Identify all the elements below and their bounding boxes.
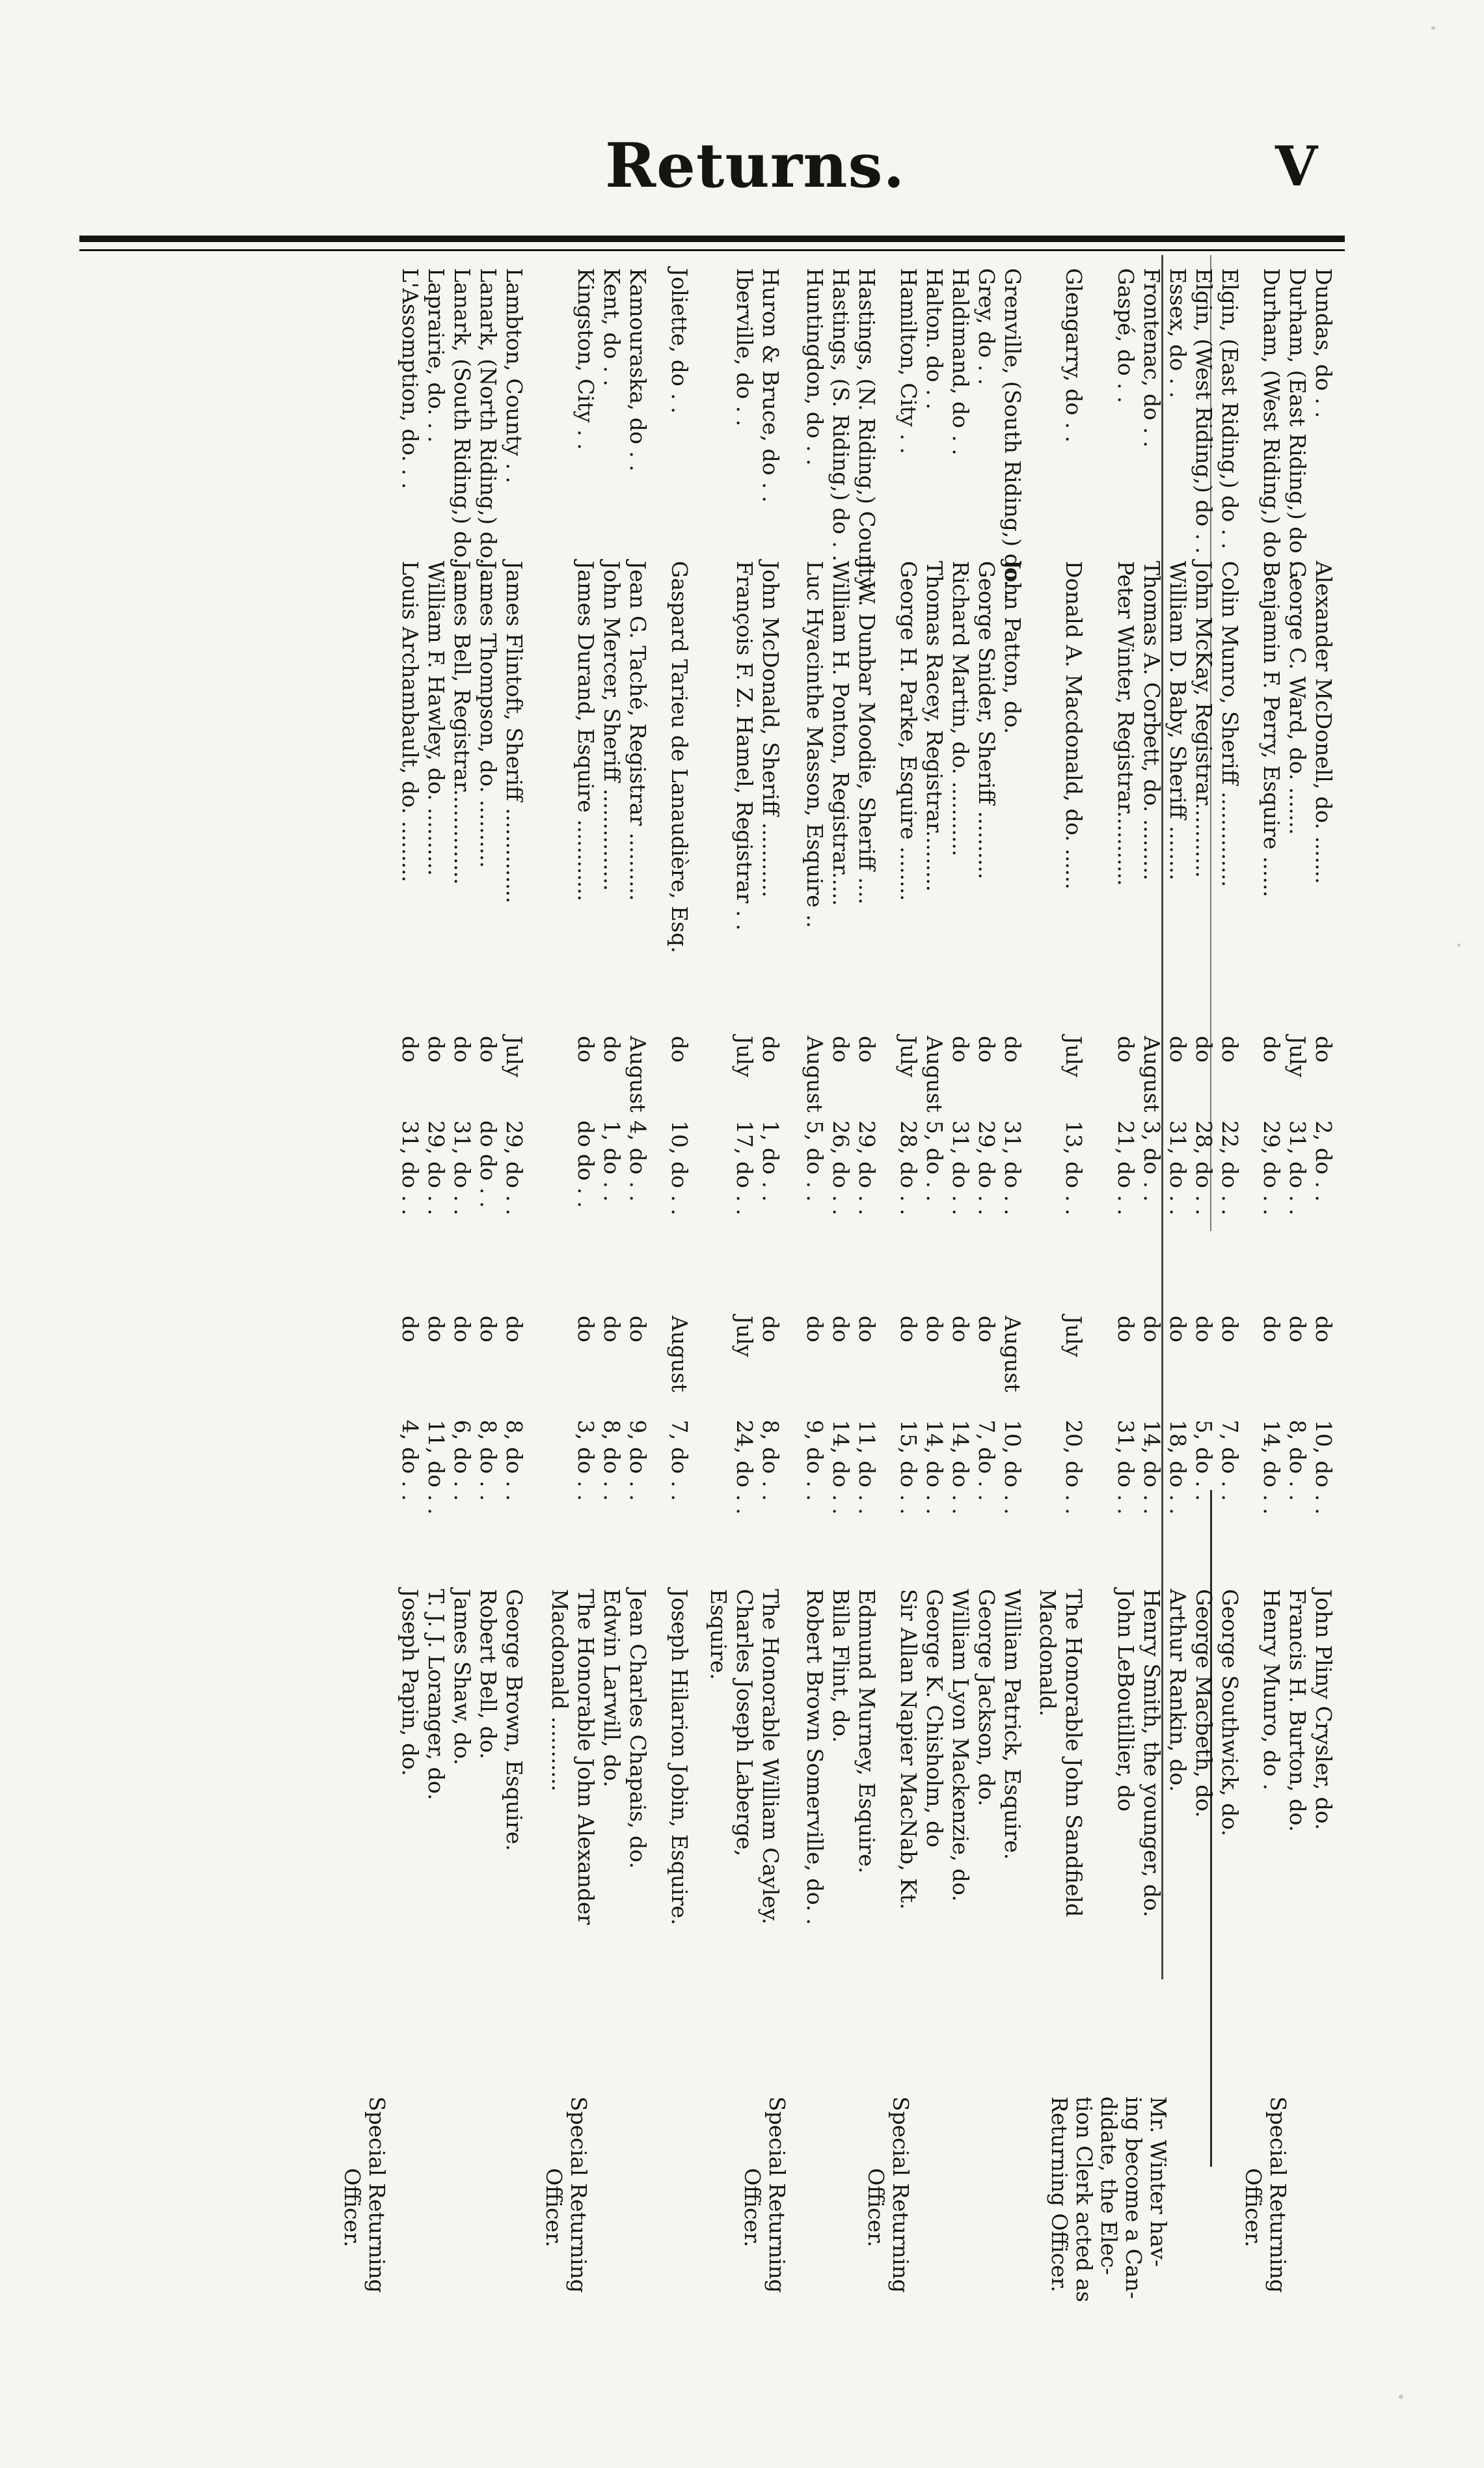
constituency-cell: Iberville, do . .	[732, 268, 757, 427]
writ-issue-day-cell: 21, do . .	[1113, 1120, 1139, 1215]
writ-return-month-cell: do	[1191, 1316, 1217, 1342]
writ-return-month-cell: do	[450, 1316, 475, 1342]
remarks-layer	[80, 255, 1342, 2435]
remark-line: Special Returning	[888, 2096, 913, 2293]
writ-issue-day-cell: do do . .	[476, 1120, 501, 1208]
writ-return-month-cell: do	[922, 1316, 947, 1342]
writ-return-day-cell: 6, do . .	[450, 1420, 475, 1501]
writ-issue-day-cell: 3, do . .	[1139, 1120, 1165, 1202]
remark-line: Special Returning	[364, 2096, 390, 2293]
remark-special-3	[740, 2096, 789, 2293]
remark-special-4	[541, 2096, 591, 2293]
constituency-cell: Lanark, (South Riding,) do. . .	[450, 268, 475, 592]
member-elected-cell: George Jackson, do.	[974, 1589, 999, 1806]
writ-issue-month-cell: do	[424, 1036, 449, 1063]
writ-issue-month-cell: August	[802, 1036, 828, 1113]
writ-return-month-cell: do	[1259, 1316, 1284, 1342]
scan-speck	[1431, 26, 1435, 30]
writ-issue-day-cell: 2, do . .	[1311, 1120, 1336, 1202]
member-elected-cell: The Honorable John Sandfield	[1061, 1589, 1086, 1918]
member-elected-cell: George Southwick, do.	[1217, 1589, 1243, 1837]
member-elected-cell: T. J. J. Loranger, do.	[424, 1589, 449, 1800]
writ-return-month-cell: do	[948, 1316, 973, 1342]
constituency-cell: Lambton, County . .	[502, 268, 527, 483]
header-rule-thick	[79, 236, 1345, 242]
member-elected-cell: Macdonald.	[1035, 1589, 1060, 1717]
constituency-cell: Kent, do . .	[599, 268, 625, 386]
writ-issue-day-cell: 5, do . .	[922, 1120, 947, 1202]
writ-issue-month-cell: do	[758, 1036, 783, 1063]
constituency-cell: Gaspé, do . .	[1113, 268, 1139, 403]
writ-return-month-cell: do	[599, 1316, 625, 1342]
writ-return-month-cell: do	[828, 1316, 854, 1342]
remark-line: Officer.	[863, 2168, 889, 2247]
member-elected-cell: John Pliny Crysler, do.	[1311, 1589, 1336, 1830]
writ-issue-month-cell: do	[667, 1036, 692, 1063]
writ-return-day-cell: 31, do . .	[1113, 1420, 1139, 1515]
writ-issue-day-cell: 28, do . .	[896, 1120, 921, 1215]
writ-return-day-cell: 15, do . .	[896, 1420, 921, 1515]
remark-line: didate, the Elec-	[1096, 2096, 1122, 2275]
writ-return-day-cell: 7, do . .	[974, 1420, 999, 1501]
writ-issue-day-cell: 22, do . .	[1217, 1120, 1243, 1215]
writ-issue-day-cell: 13, do . .	[1061, 1120, 1086, 1215]
writ-issue-month-cell: do	[828, 1036, 854, 1063]
remark-line: tion Clerk acted as	[1072, 2096, 1097, 2303]
scan-speck	[1457, 943, 1461, 947]
returning-officer-cell: John Patton, do.	[1000, 561, 1025, 735]
member-elected-cell: Robert Bell, do.	[476, 1589, 501, 1759]
returning-officer-cell: James Thompson, do. ..........	[476, 561, 501, 869]
writ-issue-day-cell: 29, do . .	[424, 1120, 449, 1215]
constituency-cell: Durham, (East Riding,) do . .	[1285, 268, 1310, 581]
constituency-cell: Elgin, (East Riding,) do . .	[1217, 268, 1243, 550]
writ-issue-month-cell: do	[854, 1036, 880, 1063]
writ-issue-day-cell: 29, do . .	[974, 1120, 999, 1215]
returning-officer-cell: Benjamin F. Perry, Esquire ......	[1259, 561, 1284, 897]
writ-issue-month-cell: do	[450, 1036, 475, 1063]
writ-return-day-cell: 24, do . .	[732, 1420, 757, 1515]
constituency-cell: Grey, do . .	[974, 268, 999, 385]
returning-officer-cell: Jean G. Taché, Registrar ..........	[625, 561, 651, 901]
member-elected-cell: Henry Smith, the younger, do.	[1139, 1589, 1165, 1918]
writ-issue-month-cell: do	[948, 1036, 973, 1063]
member-elected-cell: Francis H. Burton, do.	[1285, 1589, 1310, 1832]
page-title: Returns.	[605, 130, 906, 202]
returning-officer-cell: George Snider, Sheriff ..........	[974, 561, 999, 880]
remark-line: Special Returning	[1265, 2096, 1291, 2293]
constituency-cell: Essex, do . .	[1165, 268, 1191, 399]
writ-return-day-cell: 18, do . .	[1165, 1420, 1191, 1515]
writ-return-month-cell: do	[1311, 1316, 1336, 1342]
member-elected-cell: George K. Chisholm, do	[922, 1589, 947, 1848]
returning-officer-cell: Donald A. Macdonald, do. ......	[1061, 561, 1086, 890]
writ-return-month-cell: do	[1165, 1316, 1191, 1342]
constituency-cell: Joliette, do . .	[667, 268, 692, 414]
constituency-cell: Hastings, (S. Riding,) do . .	[828, 268, 854, 562]
writ-return-month-cell: do	[398, 1316, 423, 1342]
remark-line: Returning Officer.	[1047, 2096, 1072, 2293]
page-number: V	[1275, 134, 1318, 198]
writ-return-month-cell: August	[667, 1316, 692, 1392]
writ-issue-day-cell: 31, do . .	[1165, 1120, 1191, 1215]
writ-return-day-cell: 8, do . .	[599, 1420, 625, 1501]
writ-issue-month-cell: August	[922, 1036, 947, 1113]
remark-line: Special Returning	[764, 2096, 790, 2293]
writ-return-day-cell: 11, do . .	[424, 1420, 449, 1515]
returning-officer-cell: Thomas Racey, Registrar.........	[922, 561, 947, 892]
remark-line: Officer.	[740, 2168, 765, 2247]
member-elected-cell: Edmund Murney, Esquire.	[854, 1589, 880, 1874]
constituency-cell: Huntingdon, do . .	[802, 268, 828, 466]
writ-issue-day-cell: 31, do . .	[1000, 1120, 1025, 1215]
writ-issue-month-cell: July	[732, 1036, 757, 1078]
remark-line: Officer.	[541, 2168, 567, 2247]
writ-issue-day-cell: 1, do . .	[599, 1120, 625, 1202]
writ-return-day-cell: 8, do . .	[758, 1420, 783, 1501]
member-elected-cell: Arthur Rankin, do.	[1165, 1589, 1191, 1792]
remark-line: Special Returning	[566, 2096, 591, 2293]
member-elected-cell: George Brown, Esquire.	[502, 1589, 527, 1851]
writ-issue-day-cell: 1, do . .	[758, 1120, 783, 1202]
member-elected-cell: Robert Brown Somerville, do. .	[802, 1589, 828, 1925]
writ-return-month-cell: do	[1285, 1316, 1310, 1342]
writ-return-day-cell: 14, do . .	[948, 1420, 973, 1515]
writ-return-day-cell: 10, do . .	[1000, 1420, 1025, 1515]
remark-special-2	[863, 2096, 913, 2293]
member-elected-cell: Jean Charles Chapais, do.	[625, 1589, 651, 1869]
member-elected-cell: William Patrick, Esquire.	[1000, 1589, 1025, 1860]
writ-return-month-cell: do	[502, 1316, 527, 1342]
writ-return-month-cell: do	[1113, 1316, 1139, 1342]
constituency-cell: Halton. do . .	[922, 268, 947, 410]
writ-issue-month-cell: do	[1311, 1036, 1336, 1063]
writ-return-month-cell: August	[1000, 1316, 1025, 1392]
remark-winter-note	[1047, 2096, 1170, 2302]
writ-return-month-cell: do	[1139, 1316, 1165, 1342]
writ-return-day-cell: 4, do . .	[398, 1420, 423, 1501]
writ-issue-month-cell: August	[625, 1036, 651, 1113]
returning-officer-cell: William H. Ponton, Registrar.....	[828, 561, 854, 906]
returning-officer-cell: James Bell, Registrar..............	[450, 561, 475, 885]
writ-return-day-cell: 7, do . .	[667, 1420, 692, 1501]
member-elected-cell: Edwin Larwill, do.	[599, 1589, 625, 1787]
writ-issue-month-cell: July	[502, 1036, 527, 1078]
writ-return-month-cell: July	[732, 1316, 757, 1357]
constituency-cell: Elgin, (West Riding,) do . .	[1191, 268, 1217, 554]
returning-officer-cell: Louis Archambault, do. .........	[398, 561, 423, 882]
writ-issue-month-cell: do	[1113, 1036, 1139, 1063]
writ-issue-day-cell: 17, do . .	[732, 1120, 757, 1215]
writ-issue-day-cell: 31, do . .	[948, 1120, 973, 1215]
writ-return-day-cell: 11, do . .	[854, 1420, 880, 1515]
writ-return-month-cell: do	[424, 1316, 449, 1342]
writ-issue-month-cell: do	[1165, 1036, 1191, 1063]
constituency-cell: Glengarry, do . .	[1061, 268, 1086, 443]
member-elected-cell: John LeBoutillier, do	[1113, 1589, 1139, 1812]
constituency-cell: Huron & Bruce, do . .	[758, 268, 783, 503]
writ-issue-month-cell: do	[1000, 1036, 1025, 1063]
writ-return-day-cell: 5, do . .	[1191, 1420, 1217, 1501]
scan-speck	[1399, 2394, 1403, 2399]
member-elected-cell: Joseph Papin, do.	[398, 1589, 423, 1776]
writ-issue-month-cell: August	[1139, 1036, 1165, 1113]
writ-issue-day-cell: 31, do . .	[398, 1120, 423, 1215]
returning-officer-cell: William D. Baby, Sheriff ........	[1165, 561, 1191, 881]
remark-line: Mr. Winter hav-	[1146, 2096, 1171, 2267]
returning-officer-cell: Colin Munro, Sheriff ..............	[1217, 561, 1243, 888]
writ-issue-month-cell: July	[1285, 1036, 1310, 1078]
constituency-cell: Hastings, (N. Riding,) County .	[854, 268, 880, 603]
writ-issue-month-cell: do	[476, 1036, 501, 1063]
returning-officer-cell: John Mercer, Sheriff ...............	[599, 561, 625, 891]
writ-issue-month-cell: do	[1191, 1036, 1217, 1063]
writ-return-day-cell: 3, do . .	[573, 1420, 599, 1501]
constituency-cell: Hamilton, City . .	[896, 268, 921, 454]
constituency-cell: L'Assomption, do. . .	[398, 268, 423, 489]
writ-issue-month-cell: do	[1259, 1036, 1284, 1063]
constituency-cell: Laprairie, do. . .	[424, 268, 449, 443]
remark-line: ing become a Can-	[1121, 2096, 1146, 2299]
member-elected-cell: Henry Munro, do .	[1259, 1589, 1284, 1791]
returning-officer-cell: Gaspard Tarieu de Lanaudière, Esq.	[667, 561, 692, 953]
writ-return-day-cell: 8, do . .	[502, 1420, 527, 1501]
writ-return-day-cell: 9, do . .	[625, 1420, 651, 1501]
member-elected-cell: Esquire.	[706, 1589, 731, 1680]
returning-officer-cell: J. W. Dunbar Moodie, Sheriff ....	[854, 561, 880, 905]
returning-officer-cell: James Flintoft, Sheriff ..............	[502, 561, 527, 904]
writ-return-day-cell: 14, do . .	[828, 1420, 854, 1515]
returning-officer-cell: Peter Winter, Registrar...........	[1113, 561, 1139, 886]
member-elected-cell: The Honorable John Alexander	[573, 1589, 599, 1925]
member-elected-cell: Billa Flint, do.	[828, 1589, 854, 1743]
writ-issue-month-cell: do	[974, 1036, 999, 1063]
writ-issue-day-cell: 10, do . .	[667, 1120, 692, 1215]
writ-issue-day-cell: 28, do . .	[1191, 1120, 1217, 1215]
writ-return-month-cell: do	[476, 1316, 501, 1342]
returning-officer-cell: Alexander McDonell, do. .......	[1311, 561, 1336, 884]
returning-officer-cell: James Durand, Esquire ............	[573, 561, 599, 902]
member-elected-cell: Charles Joseph Laberge,	[732, 1589, 757, 1857]
writ-issue-day-cell: 31, do . .	[450, 1120, 475, 1215]
writ-return-day-cell: 7, do . .	[1217, 1420, 1243, 1501]
member-elected-cell: Joseph Hilarion Jobin, Esquire.	[667, 1589, 692, 1925]
constituency-cell: Lanark, (North Riding,) do. . .	[476, 268, 501, 592]
constituency-cell: Kingston, City . .	[573, 268, 599, 450]
writ-issue-day-cell: 29, do . .	[1259, 1120, 1284, 1215]
remark-line: Officer.	[340, 2168, 365, 2247]
writ-issue-day-cell: 29, do . .	[854, 1120, 880, 1215]
writ-issue-month-cell: July	[896, 1036, 921, 1078]
returning-officer-cell: François F. Z. Hamel, Registrar . .	[732, 561, 757, 931]
writ-return-month-cell: do	[1217, 1316, 1243, 1342]
writ-return-month-cell: July	[1061, 1316, 1086, 1357]
writ-return-day-cell: 14, do . .	[1259, 1420, 1284, 1515]
returning-officer-cell: John McDonald, Sheriff ...........	[758, 561, 783, 898]
writ-return-month-cell: do	[802, 1316, 828, 1342]
remark-special-5	[340, 2096, 389, 2293]
writ-return-day-cell: 10, do . .	[1311, 1420, 1336, 1515]
member-elected-cell: James Shaw, do.	[450, 1589, 475, 1765]
writ-issue-day-cell: 26, do . .	[828, 1120, 854, 1215]
writ-return-day-cell: 8, do . .	[1285, 1420, 1310, 1501]
returning-officer-cell: Thomas A. Corbett, do. .........	[1139, 561, 1165, 881]
member-elected-cell: Macdonald ...........	[547, 1589, 573, 1792]
writ-issue-day-cell: do do . .	[573, 1120, 599, 1208]
writ-return-day-cell: 9, do . .	[802, 1420, 828, 1501]
returning-officer-cell: John McKay, Registrar...........	[1191, 561, 1217, 878]
writ-issue-day-cell: 4, do . .	[625, 1120, 651, 1202]
member-elected-cell: George Macbeth, do.	[1191, 1589, 1217, 1818]
member-elected-cell: The Honorable William Cayley.	[758, 1589, 783, 1925]
writ-return-day-cell: 20, do . .	[1061, 1420, 1086, 1515]
header-rule-thin	[79, 249, 1345, 251]
writ-return-day-cell: 14, do . .	[1139, 1420, 1165, 1515]
returning-officer-cell: William F. Hawley, do. ..........	[424, 561, 449, 876]
returning-officer-cell: George H. Parke, Esquire ........	[896, 561, 921, 901]
writ-issue-month-cell: do	[599, 1036, 625, 1063]
writ-return-month-cell: do	[896, 1316, 921, 1342]
writ-return-month-cell: do	[974, 1316, 999, 1342]
constituency-cell: Durham, (West Riding,) do . .	[1259, 268, 1284, 586]
remark-special-1	[1241, 2096, 1290, 2422]
writ-return-day-cell: 14, do . .	[922, 1420, 947, 1515]
constituency-cell: Haldimand, do . .	[948, 268, 973, 455]
writ-return-month-cell: do	[573, 1316, 599, 1342]
writ-issue-day-cell: 31, do . .	[1285, 1120, 1310, 1215]
writ-issue-day-cell: 29, do . .	[502, 1120, 527, 1215]
member-elected-cell: Sir Allan Napier MacNab, Kt.	[896, 1589, 921, 1910]
returning-officer-cell: George C. Ward, do. .......	[1285, 561, 1310, 835]
returning-officer-cell: Luc Hyacinthe Masson, Esquire ..	[802, 561, 828, 929]
constituency-cell: Frontenac, do . .	[1139, 268, 1165, 448]
constituency-cell: Kamouraska, do . .	[625, 268, 651, 472]
member-elected-cell: William Lyon Mackenzie, do.	[948, 1589, 973, 1902]
writ-issue-month-cell: do	[398, 1036, 423, 1063]
writ-issue-day-cell: 5, do . .	[802, 1120, 828, 1202]
constituency-cell: Dundas, do . .	[1311, 268, 1336, 418]
writ-return-month-cell: do	[758, 1316, 783, 1342]
writ-return-month-cell: do	[854, 1316, 880, 1342]
returning-officer-cell: Richard Martin, do. ...........	[948, 561, 973, 857]
writ-issue-month-cell: do	[1217, 1036, 1243, 1063]
writ-issue-month-cell: July	[1061, 1036, 1086, 1078]
constituency-cell: Grenville, (South Riding,) do. .	[1000, 268, 1025, 601]
writ-return-month-cell: do	[625, 1316, 651, 1342]
writ-issue-month-cell: do	[573, 1036, 599, 1063]
remark-line: Officer.	[1241, 2168, 1266, 2247]
writ-return-day-cell: 8, do . .	[476, 1420, 501, 1501]
